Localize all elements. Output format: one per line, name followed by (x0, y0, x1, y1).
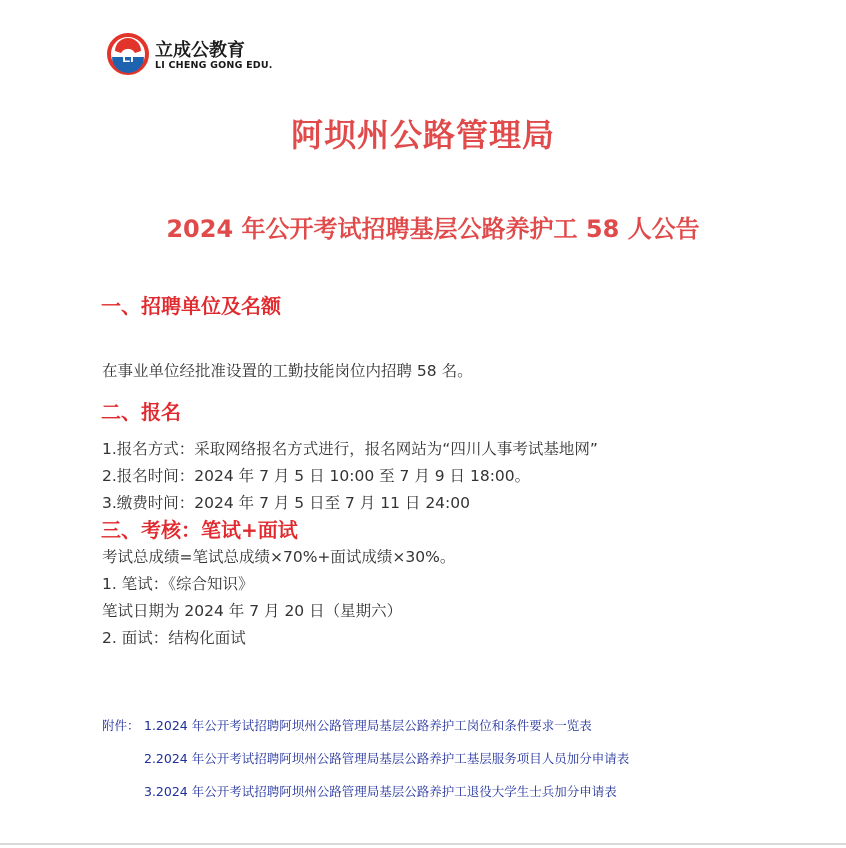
section-line: 1.报名方式：采取网络报名方式进行，报名网站为“四川人事考试基地网” (102, 440, 598, 458)
page-divider (0, 843, 846, 845)
logo-name-en: LI CHENG GONG EDU. (155, 60, 273, 71)
section-line: 2.报名时间：2024 年 7 月 5 日 10:00 至 7 月 9 日 18:00。 (102, 467, 531, 485)
attachment-link-3[interactable]: 3.2024 年公开考试招聘阿坝州公路管理局基层公路养护工退役大学生士兵加分申请表 (144, 784, 617, 799)
section-line: 考试总成绩=笔试总成绩×70%+面试成绩×30%。 (102, 548, 456, 566)
page-subtitle: 2024 年公开考试招聘基层公路养护工 58 人公告 (166, 215, 700, 243)
attachment-link-1[interactable]: 1.2024 年公开考试招聘阿坝州公路管理局基层公路养护工岗位和条件要求一览表 (144, 718, 592, 733)
svg-text:LI: LI (122, 50, 134, 65)
section-line: 笔试日期为 2024 年 7 月 20 日（星期六） (102, 602, 403, 620)
logo-mark-icon (107, 33, 149, 75)
attachment-link-2[interactable]: 2.2024 年公开考试招聘阿坝州公路管理局基层公路养护工基层服务项目人员加分申请表 (144, 751, 630, 766)
section-heading-recruit-unit: 一、招聘单位及名额 (101, 294, 281, 318)
section-heading-registration: 二、报名 (101, 400, 181, 424)
section-line: 2. 面试：结构化面试 (102, 629, 246, 647)
section-line: 在事业单位经批准设置的工勤技能岗位内招聘 58 名。 (102, 362, 473, 380)
section-line: 1. 笔试：《综合知识》 (102, 575, 254, 593)
section-heading-assessment: 三、考核：笔试+面试 (101, 518, 298, 542)
section-line: 3.缴费时间：2024 年 7 月 5 日至 7 月 11 日 24:00 (102, 494, 470, 512)
attachments-label: 附件： (102, 718, 140, 733)
page-title: 阿坝州公路管理局 (290, 116, 555, 154)
logo-name-cn: 立成公教育 (155, 40, 245, 61)
